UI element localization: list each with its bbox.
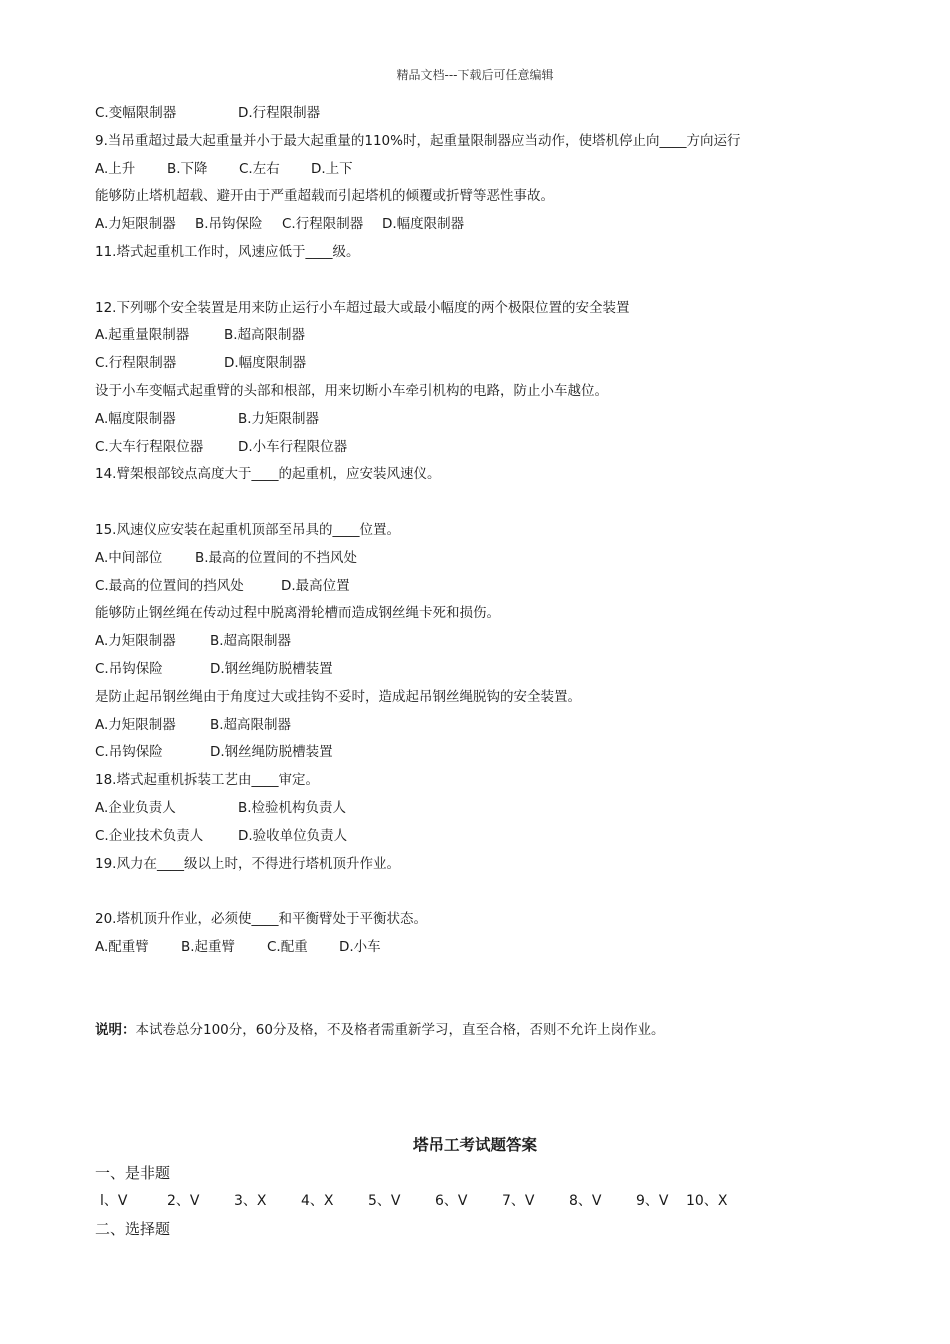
option-item: D.验收单位负责人 bbox=[238, 827, 348, 844]
option-item: C.大车行程限位器 bbox=[95, 438, 204, 455]
section-multiple-choice: 二、选择题 bbox=[95, 1220, 171, 1238]
option-item: B.超高限制器 bbox=[224, 327, 306, 344]
option-item: C.最高的位置间的挡风处 bbox=[95, 577, 244, 594]
option-row bbox=[95, 156, 875, 184]
answer-item: 6、V bbox=[435, 1193, 468, 1209]
option-row bbox=[95, 823, 875, 851]
option-item: C.左右 bbox=[239, 160, 280, 177]
option-row bbox=[95, 406, 875, 434]
option-item: D.小车 bbox=[339, 938, 381, 955]
question-text: 是防止起吊钢丝绳由于角度过大或挂钩不妥时，造成起吊钢丝绳脱钩的安全装置。 bbox=[95, 688, 581, 705]
question-text: 9.当吊重超过最大起重量并小于最大起重量的110%时，起重量限制器应当动作，使塔机停止向____方向运行 bbox=[95, 132, 741, 149]
option-item: D.钢丝绳防脱槽装置 bbox=[210, 744, 333, 761]
option-item: C.配重 bbox=[267, 938, 308, 955]
option-item: D.最高位置 bbox=[281, 577, 350, 594]
option-item: B.吊钩保险 bbox=[195, 216, 263, 233]
answer-item: 3、X bbox=[234, 1193, 267, 1209]
option-item: A.企业负责人 bbox=[95, 799, 176, 816]
option-item: B.力矩限制器 bbox=[238, 410, 320, 427]
option-item: C.行程限制器 bbox=[282, 216, 364, 233]
option-item: A.幅度限制器 bbox=[95, 410, 176, 427]
note-label: 说明： bbox=[95, 1022, 136, 1038]
option-item: C.变幅限制器 bbox=[95, 105, 177, 121]
option-row bbox=[95, 573, 875, 601]
option-item: D.上下 bbox=[311, 160, 353, 177]
option-item: A.起重量限制器 bbox=[95, 327, 190, 344]
answer-title: 塔吊工考试题答案 bbox=[412, 1136, 537, 1154]
question-text: 12.下列哪个安全装置是用来防止运行小车超过最大或最小幅度的两个极限位置的安全装置 bbox=[95, 299, 630, 316]
option-item: B.最高的位置间的不挡风处 bbox=[195, 549, 358, 566]
option-item: C.吊钩保险 bbox=[95, 744, 163, 761]
option-row bbox=[95, 656, 875, 684]
option-row bbox=[95, 934, 875, 962]
question-text: 15.风速仪应安装在起重机顶部至吊具的____位置。 bbox=[95, 521, 400, 538]
exam-note bbox=[95, 1018, 664, 1038]
option-row bbox=[95, 712, 875, 740]
question-text: 19.风力在____级以上时，不得进行塔机顶升作业。 bbox=[95, 855, 400, 872]
blank-line bbox=[95, 878, 875, 906]
option-item: A.力矩限制器 bbox=[95, 716, 176, 733]
option-item: A.力矩限制器 bbox=[95, 633, 176, 650]
answer-item: 8、V bbox=[569, 1193, 602, 1209]
option-row bbox=[95, 434, 875, 462]
option-item: D.钢丝绳防脱槽装置 bbox=[210, 660, 333, 677]
option-item: D.行程限制器 bbox=[238, 105, 321, 121]
blank-line bbox=[95, 489, 875, 517]
option-item: B.起重臂 bbox=[181, 938, 236, 955]
question-text: 20.塔机顶升作业，必须使____和平衡臂处于平衡状态。 bbox=[95, 911, 427, 928]
answer-item: 9、V bbox=[636, 1193, 669, 1209]
blank-line bbox=[95, 267, 875, 295]
section-true-false: 一、是非题 bbox=[95, 1164, 171, 1182]
option-row bbox=[95, 545, 875, 573]
option-item: A.上升 bbox=[95, 160, 136, 177]
question-text: 能够防止钢丝绳在传动过程中脱离滑轮槽而造成钢丝绳卡死和损伤。 bbox=[95, 605, 500, 622]
option-item: B.超高限制器 bbox=[210, 633, 292, 650]
question-text: 18.塔式起重机拆装工艺由____审定。 bbox=[95, 772, 319, 789]
option-row bbox=[95, 739, 875, 767]
question-list bbox=[95, 100, 875, 962]
option-item: A.力矩限制器 bbox=[95, 216, 176, 233]
note-text: 本试卷总分100分，60分及格，不及格者需重新学习，直至合格，否则不允许上岗作业。 bbox=[135, 1022, 665, 1038]
answer-item: 10、X bbox=[686, 1193, 728, 1209]
question-text: 14.臂架根部铰点高度大于____的起重机，应安装风速仪。 bbox=[95, 466, 441, 483]
true-false-answers bbox=[100, 1190, 746, 1210]
option-row bbox=[95, 628, 875, 656]
question-text: 11.塔式起重机工作时，风速应低于____级。 bbox=[95, 243, 360, 260]
option-item: B.检验机构负责人 bbox=[238, 799, 347, 816]
answer-item: 4、X bbox=[301, 1193, 334, 1209]
option-row bbox=[95, 100, 875, 128]
answer-item: l、V bbox=[100, 1193, 128, 1209]
option-row bbox=[95, 795, 875, 823]
option-item: B.下降 bbox=[167, 160, 208, 177]
answer-item: 7、V bbox=[502, 1193, 535, 1209]
option-row bbox=[95, 322, 875, 350]
option-row bbox=[95, 211, 875, 239]
option-item: D.小车行程限位器 bbox=[238, 438, 348, 455]
page-header: 精品文档---下载后可任意编辑 bbox=[396, 68, 554, 82]
option-item: D.幅度限制器 bbox=[224, 355, 307, 372]
answer-item: 2、V bbox=[167, 1193, 200, 1209]
question-text: 能够防止塔机超载、避开由于严重超载而引起塔机的倾覆或折臂等恶性事故。 bbox=[95, 188, 554, 205]
option-row bbox=[95, 350, 875, 378]
option-item: A.中间部位 bbox=[95, 549, 163, 566]
option-item: C.企业技术负责人 bbox=[95, 827, 204, 844]
option-item: C.行程限制器 bbox=[95, 355, 177, 372]
option-item: B.超高限制器 bbox=[210, 716, 292, 733]
answer-item: 5、V bbox=[368, 1193, 401, 1209]
option-item: D.幅度限制器 bbox=[382, 216, 465, 233]
option-item: C.吊钩保险 bbox=[95, 660, 163, 677]
option-item: A.配重臂 bbox=[95, 938, 149, 955]
question-text: 设于小车变幅式起重臂的头部和根部，用来切断小车牵引机构的电路，防止小车越位。 bbox=[95, 382, 608, 399]
